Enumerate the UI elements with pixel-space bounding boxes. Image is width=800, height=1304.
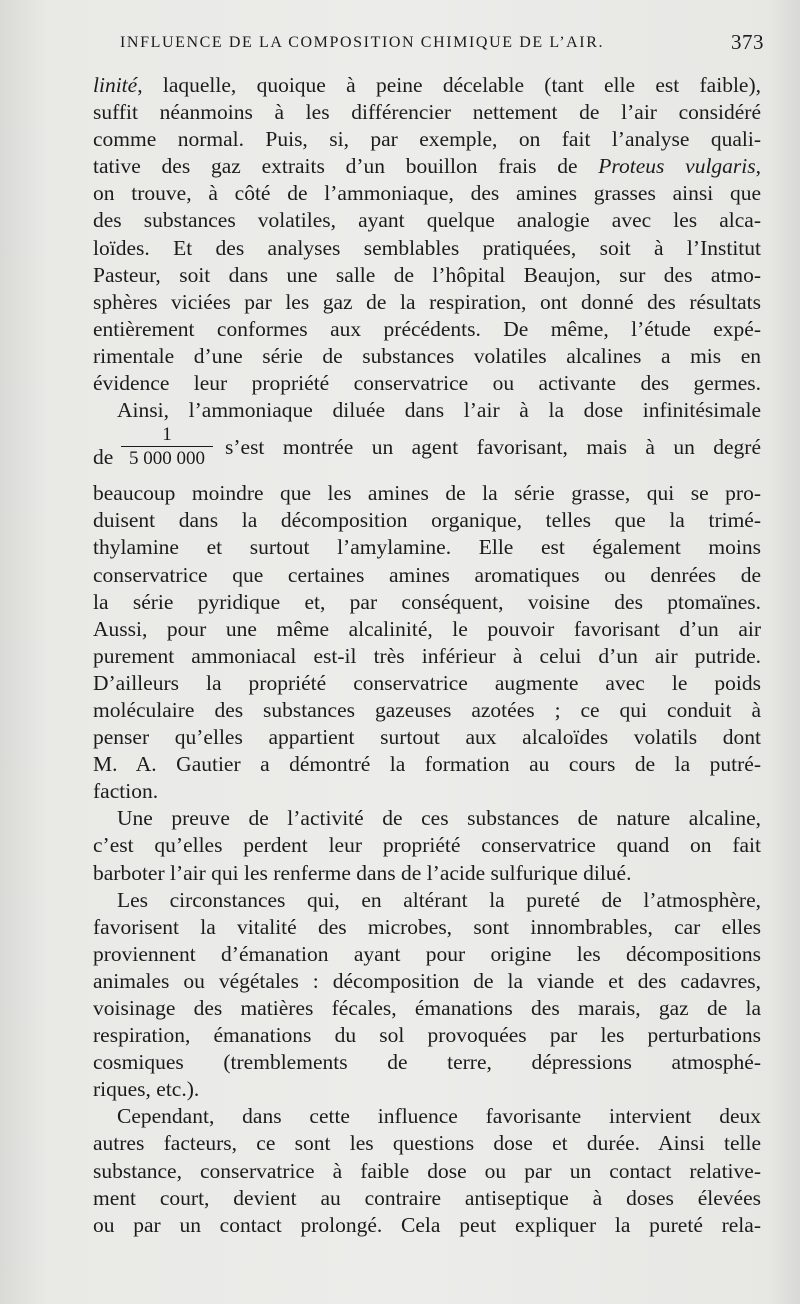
text-line: proviennent d’émanation ayant pour origine les décompositions xyxy=(93,941,761,966)
text-line: Les circonstances qui, en altérant la pureté de l’atmosphère, xyxy=(117,887,761,912)
text-line: animales ou végétales : décomposition de la viande et des cadavres, xyxy=(93,968,761,993)
text-line: c’est qu’elles perdent leur propriété conservatrice quand on fait xyxy=(93,833,761,858)
text-line: ou par un contact prolongé. Cela peut expliquer la pureté rela- xyxy=(93,1212,761,1237)
text-line: loïdes. Et des analyses semblables pratiquées, soit à l’Institut xyxy=(93,235,761,260)
text-line: autres facteurs, ce sont les questions dose et durée. Ainsi telle xyxy=(93,1131,761,1156)
text-line: beaucoup moindre que les amines de la série grasse, qui se pro- xyxy=(93,481,761,506)
text-line: on trouve, à côté de l’ammoniaque, des amines grasses ainsi que xyxy=(93,181,761,206)
text-line: moléculaire des substances gazeuses azotées ; ce qui conduit à xyxy=(93,697,761,722)
text-line: purement ammoniacal est-il très inférieur à celui d’un air putride. xyxy=(93,643,761,668)
text-line: favorisent la vitalité des microbes, sont innombrables, car elles xyxy=(93,914,761,939)
body-text xyxy=(93,72,761,1239)
text-line: Aussi, pour une même alcalinité, le pouvoir favorisant d’un air xyxy=(93,616,761,641)
fraction-numerator: 1 xyxy=(121,424,213,447)
text-line: penser qu’elles appartient surtout aux alcaloïdes volatils dont xyxy=(93,725,761,750)
text-line: Une preuve de l’activité de ces substances de nature alcaline, xyxy=(117,806,761,831)
text-line: évidence leur propriété conservatrice ou activante des germes. xyxy=(93,371,761,396)
fraction-line xyxy=(93,424,761,480)
running-title: INFLUENCE DE LA COMPOSITION CHIMIQUE DE L’AIR. xyxy=(120,34,605,51)
page-number: 373 xyxy=(731,30,764,54)
fraction-line-rest: s’est montrée un agent favorisant, mais à un degré xyxy=(225,435,761,460)
text-line: ment court, devient au contraire antiseptique à doses élevées xyxy=(93,1185,761,1210)
text-line: Cependant, dans cette influence favorisante intervient deux xyxy=(117,1104,761,1129)
text-line: barboter l’air qui les renferme dans de l’acide sulfurique dilué. xyxy=(93,860,632,885)
text-line: Ainsi, l’ammoniaque diluée dans l’air à la dose infinitésimale xyxy=(117,398,761,423)
text-line: cosmiques (tremblements de terre, dépressions atmosphé- xyxy=(93,1050,761,1075)
fraction xyxy=(121,424,213,471)
fraction-prefix: de xyxy=(93,445,114,470)
text-line: thylamine et surtout l’amylamine. Elle est également moins xyxy=(93,535,761,560)
text-line-start: tative des gaz extraits d’un bouillon frais de xyxy=(93,154,599,179)
text-line: la série pyridique et, par conséquent, voisine des ptomaïnes. xyxy=(93,589,761,614)
text-line: conservatrice que certaines amines aromatiques ou denrées de xyxy=(93,562,761,587)
text-line: suffit néanmoins à les différencier nettement de l’air considéré xyxy=(93,100,761,125)
italic-word: linité xyxy=(93,73,138,97)
text-line: M. A. Gautier a démontré la formation au cours de la putré- xyxy=(93,752,761,777)
text-line: substance, conservatrice à faible dose ou par un contact relative- xyxy=(93,1158,761,1183)
text-line: D’ailleurs la propriété conservatrice augmente avec le poids xyxy=(93,670,761,695)
text-line xyxy=(93,72,761,99)
text-line: rimentale d’une série de substances volatiles alcalines a mis en xyxy=(93,343,761,368)
text-line: voisinage des matières fécales, émanations des marais, gaz de la xyxy=(93,996,761,1020)
text-line: riques, etc.). xyxy=(93,1077,200,1102)
text-line: faction. xyxy=(93,779,159,804)
fraction-denominator: 5 000 000 xyxy=(129,448,205,470)
text-line: Pasteur, soit dans une salle de l’hôpital Beaujon, sur des atmo- xyxy=(93,262,761,287)
species-name: Proteus vulgaris xyxy=(598,154,756,179)
text-line: comme normal. Puis, si, par exemple, on fait l’analyse quali- xyxy=(93,127,761,152)
text-line: entièrement conformes aux précédents. De même, l’étude expé- xyxy=(93,316,761,341)
text-line: sphères viciées par les gaz de la respiration, ont donné des résultats xyxy=(93,289,761,314)
text-line: des substances volatiles, ayant quelque analogie avec les alca- xyxy=(93,208,761,233)
text-line: respiration, émanations du sol provoquées par les perturbations xyxy=(93,1023,761,1048)
text-line: tative des gaz extraits d’un bouillon frais de Proteus vulgaris, xyxy=(93,154,762,179)
text-line-rest: , laquelle, quoique à peine décelable (tant elle est faible), xyxy=(137,73,761,97)
text-line: duisent dans la décomposition organique, telles que la trimé- xyxy=(93,508,761,533)
body-text-continued xyxy=(93,480,761,1239)
